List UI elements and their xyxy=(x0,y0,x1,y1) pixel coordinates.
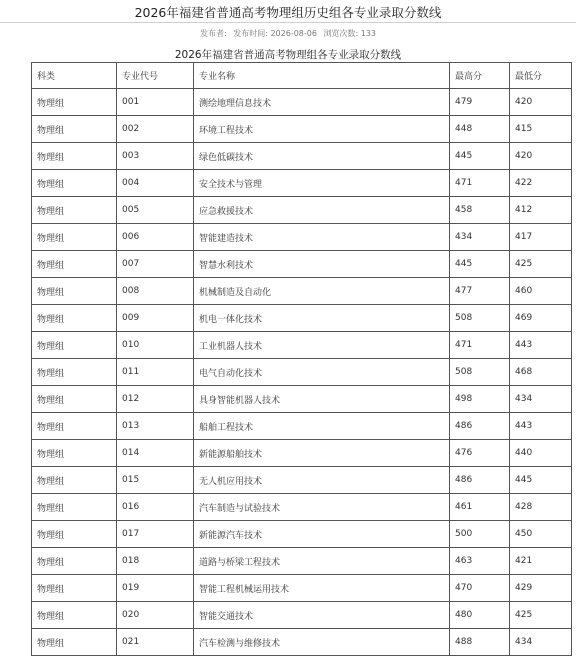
table-row xyxy=(32,170,572,197)
page-title: 2026年福建省普通高考物理组历史组各专业录取分数线 xyxy=(134,5,442,20)
cell-major-name: 测绘地理信息技术 xyxy=(194,89,450,116)
table-row xyxy=(32,197,572,224)
cell-category: 物理组 xyxy=(32,89,117,116)
cell-major-code: 009 xyxy=(117,305,194,332)
table-row xyxy=(32,602,572,629)
cell-max-score: 470 xyxy=(450,575,510,602)
cell-category: 物理组 xyxy=(32,251,117,278)
cell-major-name: 安全技术与管理 xyxy=(194,170,450,197)
view-count: 浏览次数: 133 xyxy=(323,29,377,38)
cell-major-code: 010 xyxy=(117,332,194,359)
col-header-min-score: 最低分 xyxy=(510,63,572,89)
cell-min-score: 420 xyxy=(510,143,572,170)
cell-major-code: 015 xyxy=(117,467,194,494)
cell-min-score: 450 xyxy=(510,521,572,548)
cell-major-code: 019 xyxy=(117,575,194,602)
table-row xyxy=(32,116,572,143)
table-row xyxy=(32,224,572,251)
cell-major-name: 道路与桥梁工程技术 xyxy=(194,548,450,575)
cell-category: 物理组 xyxy=(32,224,117,251)
cell-major-code: 003 xyxy=(117,143,194,170)
table-row xyxy=(32,332,572,359)
cell-max-score: 488 xyxy=(450,629,510,656)
cell-category: 物理组 xyxy=(32,521,117,548)
cell-category: 物理组 xyxy=(32,170,117,197)
cell-major-code: 002 xyxy=(117,116,194,143)
table-header-row xyxy=(32,63,572,89)
cell-min-score: 443 xyxy=(510,413,572,440)
cell-min-score: 425 xyxy=(510,602,572,629)
cell-min-score: 434 xyxy=(510,386,572,413)
cell-major-code: 017 xyxy=(117,521,194,548)
cell-min-score: 422 xyxy=(510,170,572,197)
cell-major-name: 智慧水利技术 xyxy=(194,251,450,278)
cell-max-score: 445 xyxy=(450,251,510,278)
cell-max-score: 486 xyxy=(450,413,510,440)
cell-major-name: 智能工程机械运用技术 xyxy=(194,575,450,602)
col-header-major-code: 专业代号 xyxy=(117,63,194,89)
cell-category: 物理组 xyxy=(32,278,117,305)
cell-category: 物理组 xyxy=(32,629,117,656)
cell-max-score: 476 xyxy=(450,440,510,467)
cell-max-score: 471 xyxy=(450,332,510,359)
table-row xyxy=(32,305,572,332)
cell-major-code: 016 xyxy=(117,494,194,521)
table-row xyxy=(32,575,572,602)
cell-max-score: 508 xyxy=(450,359,510,386)
cell-major-code: 020 xyxy=(117,602,194,629)
cell-major-code: 012 xyxy=(117,386,194,413)
cell-min-score: 428 xyxy=(510,494,572,521)
table-row xyxy=(32,359,572,386)
cell-min-score: 440 xyxy=(510,440,572,467)
score-table xyxy=(31,62,572,656)
cell-category: 物理组 xyxy=(32,440,117,467)
table-row xyxy=(32,440,572,467)
cell-major-code: 006 xyxy=(117,224,194,251)
cell-max-score: 471 xyxy=(450,170,510,197)
publisher-label: 发布者: xyxy=(199,29,227,38)
cell-major-code: 007 xyxy=(117,251,194,278)
table-row xyxy=(32,278,572,305)
cell-major-name: 船舶工程技术 xyxy=(194,413,450,440)
cell-major-name: 机电一体化技术 xyxy=(194,305,450,332)
cell-major-name: 绿色低碳技术 xyxy=(194,143,450,170)
cell-major-name: 智能建造技术 xyxy=(194,224,450,251)
cell-major-name: 汽车检测与维修技术 xyxy=(194,629,450,656)
cell-min-score: 443 xyxy=(510,332,572,359)
table-row xyxy=(32,386,572,413)
cell-major-code: 021 xyxy=(117,629,194,656)
cell-category: 物理组 xyxy=(32,548,117,575)
cell-min-score: 421 xyxy=(510,548,572,575)
cell-major-code: 004 xyxy=(117,170,194,197)
cell-min-score: 420 xyxy=(510,89,572,116)
table-row xyxy=(32,89,572,116)
article-meta xyxy=(0,28,576,39)
table-row xyxy=(32,548,572,575)
cell-category: 物理组 xyxy=(32,359,117,386)
title-divider xyxy=(0,22,576,23)
cell-major-code: 005 xyxy=(117,197,194,224)
cell-major-name: 无人机应用技术 xyxy=(194,467,450,494)
table-row xyxy=(32,494,572,521)
cell-min-score: 468 xyxy=(510,359,572,386)
cell-category: 物理组 xyxy=(32,143,117,170)
cell-min-score: 460 xyxy=(510,278,572,305)
cell-major-code: 001 xyxy=(117,89,194,116)
cell-category: 物理组 xyxy=(32,575,117,602)
cell-category: 物理组 xyxy=(32,602,117,629)
col-header-major-name: 专业名称 xyxy=(194,63,450,89)
table-row xyxy=(32,629,572,656)
cell-major-code: 013 xyxy=(117,413,194,440)
table-row xyxy=(32,251,572,278)
cell-max-score: 445 xyxy=(450,143,510,170)
cell-major-name: 应急救援技术 xyxy=(194,197,450,224)
cell-major-name: 新能源汽车技术 xyxy=(194,521,450,548)
cell-category: 物理组 xyxy=(32,467,117,494)
cell-category: 物理组 xyxy=(32,494,117,521)
cell-major-name: 具身智能机器人技术 xyxy=(194,386,450,413)
cell-category: 物理组 xyxy=(32,332,117,359)
cell-category: 物理组 xyxy=(32,197,117,224)
cell-category: 物理组 xyxy=(32,386,117,413)
cell-max-score: 486 xyxy=(450,467,510,494)
cell-major-name: 汽车制造与试验技术 xyxy=(194,494,450,521)
cell-min-score: 469 xyxy=(510,305,572,332)
cell-max-score: 498 xyxy=(450,386,510,413)
cell-major-name: 环境工程技术 xyxy=(194,116,450,143)
table-row xyxy=(32,413,572,440)
cell-major-code: 008 xyxy=(117,278,194,305)
cell-max-score: 477 xyxy=(450,278,510,305)
cell-max-score: 500 xyxy=(450,521,510,548)
cell-min-score: 417 xyxy=(510,224,572,251)
cell-min-score: 415 xyxy=(510,116,572,143)
cell-min-score: 425 xyxy=(510,251,572,278)
cell-category: 物理组 xyxy=(32,305,117,332)
table-row xyxy=(32,143,572,170)
cell-major-name: 工业机器人技术 xyxy=(194,332,450,359)
table-title: 2026年福建省普通高考物理组各专业录取分数线 xyxy=(174,49,402,61)
table-row xyxy=(32,467,572,494)
col-header-max-score: 最高分 xyxy=(450,63,510,89)
cell-min-score: 445 xyxy=(510,467,572,494)
cell-major-code: 014 xyxy=(117,440,194,467)
cell-max-score: 448 xyxy=(450,116,510,143)
publish-time: 发布时间: 2026-08-06 xyxy=(233,29,317,38)
cell-category: 物理组 xyxy=(32,413,117,440)
cell-major-name: 新能源船舶技术 xyxy=(194,440,450,467)
cell-max-score: 458 xyxy=(450,197,510,224)
cell-max-score: 461 xyxy=(450,494,510,521)
cell-min-score: 429 xyxy=(510,575,572,602)
cell-max-score: 479 xyxy=(450,89,510,116)
col-header-category: 科类 xyxy=(32,63,117,89)
cell-max-score: 508 xyxy=(450,305,510,332)
cell-major-name: 电气自动化技术 xyxy=(194,359,450,386)
cell-min-score: 412 xyxy=(510,197,572,224)
cell-max-score: 480 xyxy=(450,602,510,629)
cell-major-name: 机械制造及自动化 xyxy=(194,278,450,305)
cell-max-score: 434 xyxy=(450,224,510,251)
cell-category: 物理组 xyxy=(32,116,117,143)
cell-major-name: 智能交通技术 xyxy=(194,602,450,629)
table-row xyxy=(32,521,572,548)
cell-min-score: 434 xyxy=(510,629,572,656)
cell-max-score: 463 xyxy=(450,548,510,575)
cell-major-code: 018 xyxy=(117,548,194,575)
table-body xyxy=(32,89,572,656)
cell-major-code: 011 xyxy=(117,359,194,386)
